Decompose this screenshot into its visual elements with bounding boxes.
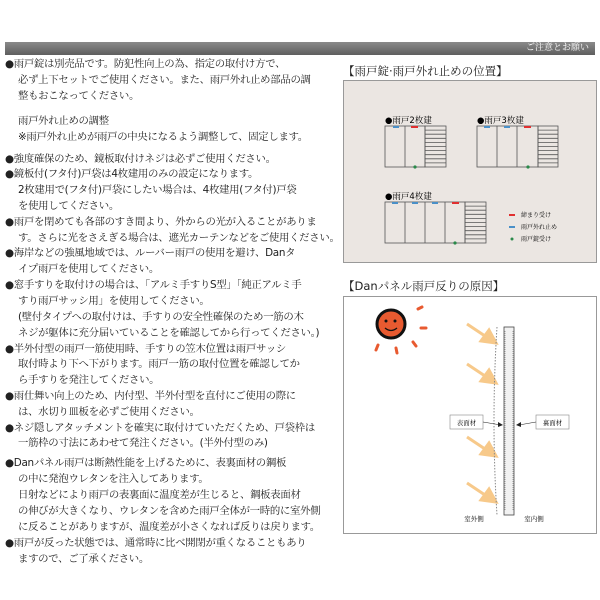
note-line: ●窓手すりを取付けの場合は、「アルミ手すりS型」「純正アルミ手: [5, 279, 302, 291]
label-2-doors: ●雨戸2枚建: [385, 116, 432, 126]
outside-label: 室外側: [464, 515, 484, 523]
lock-diagram-title: 【雨戸錠·雨戸外れ止めの位置】: [343, 64, 508, 78]
note-line: ますので、ご了承ください。: [18, 553, 149, 565]
door-3-panels: [477, 126, 538, 167]
lock-receiver-mark: [453, 241, 456, 244]
front-material-label: 表面材: [456, 419, 477, 427]
note-line: ら手すりを発注してください。: [18, 374, 160, 386]
inside-label: 室内側: [524, 515, 544, 523]
note-line: ※雨戸外れ止めが雨戸の中央になるよう調整して、固定します。: [18, 131, 308, 143]
legend-latch: 締まり受け: [521, 212, 552, 219]
sunlight-arrow: [467, 324, 485, 336]
note-line: 一筋枠の寸法にあわせて発注ください。(半外付型のみ): [18, 437, 268, 449]
sun-icon: [376, 307, 426, 353]
note-line: ●海岸などの強風地域では、ルーバー雨戸の使用を避け、Danタ: [5, 247, 296, 259]
lock-receiver-mark: [413, 165, 416, 168]
label-4-doors: ●雨戸4枚建: [385, 192, 432, 202]
note-line: ●強度確保のため、鏡板取付けネジは必ずご使用ください。: [5, 153, 276, 165]
warp-diagram-svg: [344, 297, 598, 535]
notice-header: ご注意とお願い: [5, 42, 595, 55]
note-line: ●ネジ隠しアタッチメントを確実に取付けていただくため、戸袋枠は: [5, 422, 315, 434]
note-line: ネジが躯体に充分届いていることを確認してから行ってください。): [18, 327, 320, 339]
note-line: 必ず上下セットでご使用ください。また、雨戸外れ止め部品の調: [18, 74, 311, 86]
note-line: ●雨仕舞い向上のため、内付型、半外付型を直付にご使用の際に: [5, 390, 296, 402]
note-line: す。さらに光をさえぎる場合は、遮光カーテンなどをご使用ください。: [18, 232, 340, 244]
sunlight-arrowhead: [481, 330, 496, 343]
sunlight-arrow: [467, 483, 485, 495]
note-line: ●雨戸が反った状態では、通常時に比べ開閉が重くなることもあり: [5, 537, 307, 549]
back-material-label: 裏面材: [542, 419, 563, 427]
note-line: に反ることがありますが、温度差が小さくなれば反りは戻ります。: [18, 521, 320, 533]
sunlight-arrow: [467, 437, 485, 449]
label-3-doors: ●雨戸3枚建: [477, 116, 524, 126]
note-line: 日射などにより雨戸の表裏面に温度差が生じると、鋼板表面材: [18, 489, 301, 501]
note-line: ●Danパネル雨戸は断熱性能を上げるために、表裏面材の鋼板: [5, 457, 287, 469]
lock-receiver-mark: [526, 165, 529, 168]
note-line: の伸びが大きくなり、ウレタンを含めた雨戸全体が一時的に室外側: [18, 505, 321, 517]
sunlight-arrow: [467, 364, 485, 376]
lock-diagram: [343, 80, 597, 263]
note-line: ●雨戸錠は別売品です。防犯性向上の為、指定の取付け方で、: [5, 58, 286, 70]
note-line: 整もおこなってください。: [18, 90, 140, 102]
note-line: ●鏡板付(フタ付)戸袋は4枚建用のみの設定になります。: [5, 168, 259, 180]
note-line: (壁付タイプへの取付けは、手すりの安全性確保のため一筋の木: [18, 311, 304, 323]
legend-lock: 雨戸錠受け: [521, 236, 552, 243]
note-line: を使用してください。: [18, 200, 119, 212]
warped-outline: [494, 327, 497, 515]
lock-diagram-svg: [344, 81, 598, 264]
note-line: ●雨戸を閉めても各部のすき間より、外からの光が入ることがありま: [5, 216, 317, 228]
legend-stopper: 雨戸外れ止め: [521, 224, 558, 231]
note-line: は、水切り皿板を必ずご使用ください。: [18, 406, 200, 418]
note-line: すり雨戸サッシ用」を使用してください。: [18, 295, 210, 307]
warp-diagram-title: 【Danパネル雨戸反りの原因】: [343, 279, 505, 293]
note-subheading: 雨戸外れ止めの調整: [18, 115, 109, 127]
note-line: 取付時より下へ下がります。雨戸一筋の取付位置を確認してか: [18, 358, 300, 370]
note-line: の中に発泡ウレタンを注入してあります。: [18, 473, 209, 485]
note-line: ●半外付型の雨戸一筋使用時、手すりの笠木位置は雨戸サッシ: [5, 343, 287, 355]
sunlight-arrowhead: [481, 489, 496, 502]
note-line: イプ雨戸を使用してください。: [18, 263, 159, 275]
legend-lock-swatch: [511, 238, 514, 241]
warp-diagram: [343, 296, 597, 534]
sunlight-arrowhead: [481, 370, 496, 383]
note-line: 2枚建用で(フタ付)戸袋にしたい場合は、4枚建用(フタ付)戸袋: [18, 184, 297, 196]
